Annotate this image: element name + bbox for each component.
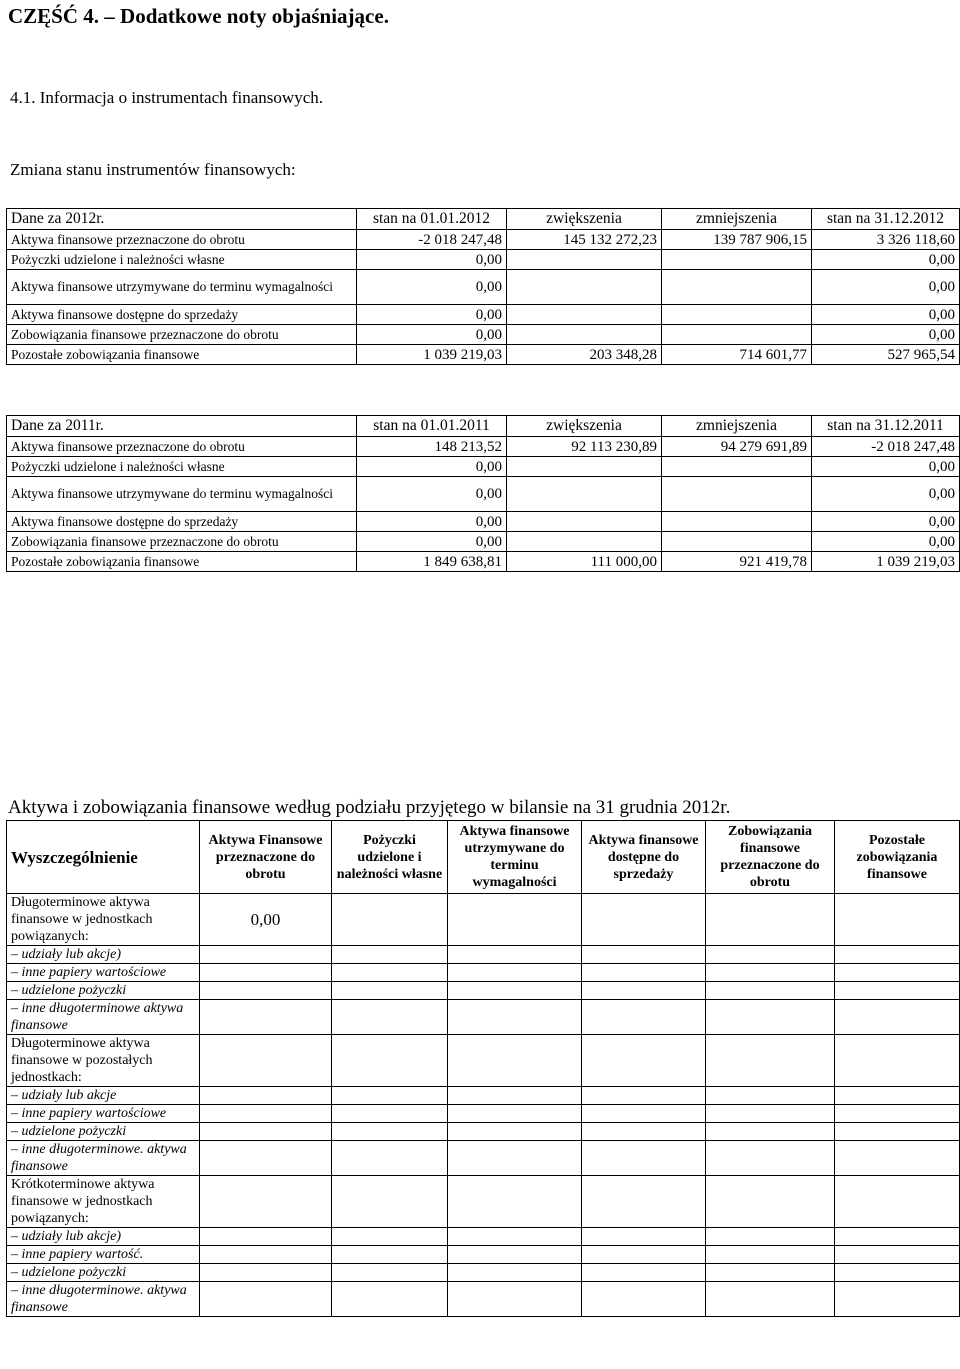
row-label: Pożyczki udzielone i należności własne <box>7 250 357 270</box>
opening-balance: 0,00 <box>357 250 507 270</box>
row-label: Zobowiązania finansowe przeznaczone do obrotu <box>7 325 357 345</box>
column-header: stan na 31.12.2012 <box>812 209 960 230</box>
row-label: – udziały lub akcje <box>7 1087 200 1105</box>
part-title: CZĘŚĆ 4. – Dodatkowe noty objaśniające. <box>8 4 389 28</box>
opening-balance: 0,00 <box>357 477 507 512</box>
row-label: Długoterminowe aktywa finansowe w jednostkach powiązanych: <box>7 894 200 946</box>
closing-balance: 0,00 <box>812 457 960 477</box>
opening-balance: 1 849 638,81 <box>357 552 507 572</box>
table-row <box>7 1000 960 1035</box>
closing-balance: 3 326 118,60 <box>812 230 960 250</box>
closing-balance: 0,00 <box>812 250 960 270</box>
column-header: Pozostałe zobowiązania finansowe <box>835 821 960 894</box>
closing-balance: -2 018 247,48 <box>812 437 960 457</box>
decreases <box>662 457 812 477</box>
row-label: Zobowiązania finansowe przeznaczone do obrotu <box>7 532 357 552</box>
row-label: – inne długoterminowe. aktywa finansowe <box>7 1141 200 1176</box>
column-header: stan na 01.01.2011 <box>357 416 507 437</box>
row-label: Długoterminowe aktywa finansowe w pozostałych jednostkach: <box>7 1035 200 1087</box>
column-header: Aktywa finansowe dostępne do sprzedaży <box>582 821 706 894</box>
row-label: – inne papiery wartościowe <box>7 964 200 982</box>
row-label: Aktywa finansowe przeznaczone do obrotu <box>7 437 357 457</box>
row-label: – udziały lub akcje) <box>7 1228 200 1246</box>
table-row <box>7 552 960 572</box>
opening-balance: 0,00 <box>357 270 507 305</box>
row-label: – udzielone pożyczki <box>7 982 200 1000</box>
increases <box>507 477 662 512</box>
increases: 92 113 230,89 <box>507 437 662 457</box>
table-row <box>7 1246 960 1264</box>
increases <box>507 270 662 305</box>
row-label: Aktywa finansowe przeznaczone do obrotu <box>7 230 357 250</box>
decreases <box>662 305 812 325</box>
row-label: Aktywa finansowe utrzymywane do terminu wymagalności <box>7 477 357 512</box>
row-label: – inne długoterminowe aktywa finansowe <box>7 1000 200 1035</box>
table-row <box>7 1123 960 1141</box>
row-label: Aktywa finansowe dostępne do sprzedaży <box>7 305 357 325</box>
decreases <box>662 532 812 552</box>
row-label: – inne długoterminowe. aktywa finansowe <box>7 1282 200 1317</box>
closing-balance: 0,00 <box>812 325 960 345</box>
row-label: – udzielone pożyczki <box>7 1123 200 1141</box>
table-row <box>7 982 960 1000</box>
opening-balance: 1 039 219,03 <box>357 345 507 365</box>
closing-balance: 0,00 <box>812 512 960 532</box>
row-label: – udzielone pożyczki <box>7 1264 200 1282</box>
column-header: Pożyczki udzielone i należności własne <box>332 821 448 894</box>
opening-balance: 0,00 <box>357 457 507 477</box>
opening-balance: 0,00 <box>357 305 507 325</box>
closing-balance: 527 965,54 <box>812 345 960 365</box>
instrument-changes-table-2012 <box>6 208 960 365</box>
table-row <box>7 325 960 345</box>
table-header-row <box>7 821 960 894</box>
table-row <box>7 1035 960 1087</box>
table-row <box>7 1087 960 1105</box>
decreases: 921 419,78 <box>662 552 812 572</box>
table-row <box>7 477 960 512</box>
row-label: – inne papiery wartościowe <box>7 1105 200 1123</box>
decreases: 139 787 906,15 <box>662 230 812 250</box>
table-row <box>7 230 960 250</box>
increases: 145 132 272,23 <box>507 230 662 250</box>
closing-balance: 1 039 219,03 <box>812 552 960 572</box>
column-header: zmniejszenia <box>662 416 812 437</box>
column-header: Zobowiązania finansowe przeznaczone do obrotu <box>706 821 835 894</box>
table-row <box>7 457 960 477</box>
decreases <box>662 512 812 532</box>
table-row <box>7 894 960 946</box>
column-header: Dane za 2011r. <box>7 416 357 437</box>
opening-balance: 0,00 <box>357 532 507 552</box>
table-row <box>7 1141 960 1176</box>
table-row <box>7 250 960 270</box>
balance-split-title: Aktywa i zobowiązania finansowe według podziału przyjętego w bilansie na 31 grudnia 2012r. <box>8 797 731 818</box>
table-row <box>7 305 960 325</box>
column-header: Dane za 2012r. <box>7 209 357 230</box>
table-row <box>7 1105 960 1123</box>
increases <box>507 457 662 477</box>
increases <box>507 305 662 325</box>
table-header-row <box>7 416 960 437</box>
table-row <box>7 532 960 552</box>
column-header: stan na 01.01.2012 <box>357 209 507 230</box>
increases <box>507 250 662 270</box>
opening-balance: 0,00 <box>357 512 507 532</box>
increases: 203 348,28 <box>507 345 662 365</box>
increases <box>507 512 662 532</box>
table-row <box>7 1282 960 1317</box>
table-row <box>7 437 960 457</box>
column-header: Aktywa finansowe utrzymywane do terminu wymagalności <box>448 821 582 894</box>
closing-balance: 0,00 <box>812 477 960 512</box>
increases: 111 000,00 <box>507 552 662 572</box>
column-header: stan na 31.12.2011 <box>812 416 960 437</box>
table-header-row <box>7 209 960 230</box>
opening-balance: 0,00 <box>357 325 507 345</box>
row-label: Pożyczki udzielone i należności własne <box>7 457 357 477</box>
decreases: 714 601,77 <box>662 345 812 365</box>
row-label: – inne papiery wartość. <box>7 1246 200 1264</box>
closing-balance: 0,00 <box>812 532 960 552</box>
row-label: Aktywa finansowe utrzymywane do terminu wymagalności <box>7 270 357 305</box>
table-row <box>7 345 960 365</box>
closing-balance: 0,00 <box>812 305 960 325</box>
decreases <box>662 270 812 305</box>
column-header: zmniejszenia <box>662 209 812 230</box>
instrument-changes-table-2011 <box>6 415 960 572</box>
column-header: Aktywa Finansowe przeznaczone do obrotu <box>200 821 332 894</box>
table-row <box>7 964 960 982</box>
row-label: Pozostałe zobowiązania finansowe <box>7 345 357 365</box>
decreases <box>662 477 812 512</box>
decreases <box>662 250 812 270</box>
increases <box>507 325 662 345</box>
subsection-title: Zmiana stanu instrumentów finansowych: <box>10 160 296 179</box>
row-label: – udziały lub akcje) <box>7 946 200 964</box>
table-row <box>7 512 960 532</box>
row-label: Aktywa finansowe dostępne do sprzedaży <box>7 512 357 532</box>
decreases <box>662 325 812 345</box>
column-header: zwiększenia <box>507 416 662 437</box>
row-label: Krótkoterminowe aktywa finansowe w jednostkach powiązanych: <box>7 1176 200 1228</box>
closing-balance: 0,00 <box>812 270 960 305</box>
row-label: Pozostałe zobowiązania finansowe <box>7 552 357 572</box>
column-header: Wyszczególnienie <box>7 821 200 894</box>
trading-assets-value: 0,00 <box>200 894 332 946</box>
table-row <box>7 1264 960 1282</box>
balance-split-table <box>6 820 960 1317</box>
table-row <box>7 1176 960 1228</box>
column-header: zwiększenia <box>507 209 662 230</box>
opening-balance: 148 213,52 <box>357 437 507 457</box>
decreases: 94 279 691,89 <box>662 437 812 457</box>
increases <box>507 532 662 552</box>
table-row <box>7 946 960 964</box>
section-title: 4.1. Informacja o instrumentach finansowych. <box>10 88 323 107</box>
opening-balance: -2 018 247,48 <box>357 230 507 250</box>
table-row <box>7 1228 960 1246</box>
table-row <box>7 270 960 305</box>
